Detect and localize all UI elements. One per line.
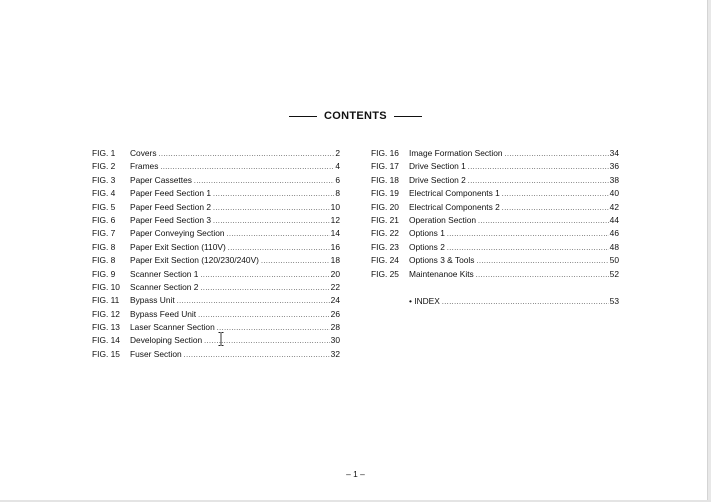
entry-title: Fuser Section <box>130 348 182 359</box>
leader-dots <box>227 231 330 238</box>
leader-dots <box>505 151 609 158</box>
leader-dots <box>468 164 609 171</box>
entry-title: Options 2 <box>409 241 445 252</box>
toc-entry[interactable] <box>92 161 340 174</box>
leader-dots <box>177 298 330 305</box>
toc-entry[interactable] <box>92 215 340 228</box>
entry-page-number: 52 <box>609 268 619 279</box>
leader-dots <box>442 299 609 306</box>
entry-page-number: 36 <box>609 161 619 172</box>
leader-dots <box>184 352 330 359</box>
leader-dots <box>468 178 609 185</box>
entry-page-number: 26 <box>330 308 340 319</box>
toc-right-column <box>371 148 619 282</box>
figure-number: FIG. 24 <box>371 255 399 266</box>
figure-number: FIG. 1 <box>92 148 116 158</box>
toc-entry[interactable] <box>371 202 619 215</box>
toc-entry[interactable] <box>371 161 619 174</box>
entry-page-number: 46 <box>609 228 619 239</box>
entry-page-number: 24 <box>330 295 340 306</box>
text-cursor-icon <box>218 332 224 346</box>
toc-index-entry[interactable] <box>409 296 619 306</box>
entry-title: Drive Section 1 <box>409 161 466 172</box>
figure-number: FIG. 11 <box>92 295 120 306</box>
toc-entry[interactable] <box>92 242 340 255</box>
toc-entry[interactable] <box>92 188 340 201</box>
entry-title: Drive Section 2 <box>409 174 466 185</box>
toc-entry[interactable] <box>371 215 619 228</box>
figure-number: FIG. 8 <box>92 255 116 266</box>
toc-entry[interactable] <box>92 255 340 268</box>
leader-dots <box>194 178 334 185</box>
leader-dots <box>476 272 609 279</box>
contents-title: CONTENTS <box>324 110 387 122</box>
entry-title: Options 3 & Tools <box>409 255 475 266</box>
entry-title: Paper Exit Section (110V) <box>130 241 226 252</box>
entry-title: Maintenanoe Kits <box>409 268 474 279</box>
leader-dots <box>477 258 609 265</box>
toc-entry[interactable] <box>371 255 619 268</box>
heading-rule-right <box>394 116 422 117</box>
figure-number: FIG. 22 <box>371 228 399 239</box>
entry-page-number: 16 <box>330 241 340 252</box>
toc-entry[interactable] <box>371 269 619 282</box>
figure-number: FIG. 14 <box>92 335 120 346</box>
toc-entry[interactable] <box>371 148 619 161</box>
entry-page-number: 30 <box>330 335 340 346</box>
toc-entry[interactable] <box>92 295 340 308</box>
figure-number: FIG. 7 <box>92 228 116 239</box>
figure-number: FIG. 16 <box>371 148 399 158</box>
figure-number: FIG. 12 <box>92 308 120 319</box>
entry-page-number: 10 <box>330 201 340 212</box>
page-number-footer: – 1 – <box>346 469 365 479</box>
toc-entry[interactable] <box>92 335 340 348</box>
leader-dots <box>198 312 330 319</box>
figure-number: FIG. 25 <box>371 268 399 279</box>
toc-entry[interactable] <box>92 148 340 161</box>
entry-title: Electrical Components 2 <box>409 201 500 212</box>
entry-title: Image Formation Section <box>409 148 503 158</box>
entry-page-number: 50 <box>609 255 619 266</box>
leader-dots <box>447 231 609 238</box>
figure-number: FIG. 19 <box>371 188 399 199</box>
figure-number: FIG. 6 <box>92 214 116 225</box>
entry-title: Options 1 <box>409 228 445 239</box>
entry-page-number: 14 <box>330 228 340 239</box>
leader-dots <box>160 164 334 171</box>
figure-number: FIG. 18 <box>371 174 399 185</box>
toc-entry[interactable] <box>371 228 619 241</box>
leader-dots <box>213 205 330 212</box>
figure-number: FIG. 4 <box>92 188 116 199</box>
entry-page-number: 12 <box>330 214 340 225</box>
leader-dots <box>447 245 609 252</box>
entry-title: Bypass Unit <box>130 295 175 306</box>
figure-number: FIG. 21 <box>371 214 399 225</box>
entry-page-number: 42 <box>609 201 619 212</box>
entry-page-number: 6 <box>335 174 340 185</box>
entry-title: Developing Section <box>130 335 203 346</box>
entry-title: Operation Section <box>409 214 477 225</box>
entry-title: Paper Feed Section 1 <box>130 188 212 199</box>
leader-dots <box>159 151 335 158</box>
entry-page-number: 40 <box>609 188 619 199</box>
entry-title: Paper Exit Section (120/230/240V) <box>130 255 259 266</box>
toc-entry[interactable] <box>371 242 619 255</box>
toc-entry[interactable] <box>92 349 340 362</box>
entry-page-number: 32 <box>330 348 340 359</box>
leader-dots <box>200 272 329 279</box>
figure-number: FIG. 5 <box>92 201 116 212</box>
toc-entry[interactable] <box>92 202 340 215</box>
toc-entry[interactable] <box>371 175 619 188</box>
entry-title: Paper Feed Section 2 <box>130 201 212 212</box>
figure-number: FIG. 10 <box>92 281 120 292</box>
toc-entry[interactable] <box>92 322 340 335</box>
entry-title: Scanner Section 1 <box>130 268 199 279</box>
leader-dots <box>213 191 334 198</box>
figure-number: FIG. 15 <box>92 348 120 359</box>
entry-title: Scanner Section 2 <box>130 281 199 292</box>
entry-title: Bypass Feed Unit <box>130 308 197 319</box>
entry-page-number: 38 <box>609 174 619 185</box>
figure-number: FIG. 8 <box>92 241 116 252</box>
figure-number: FIG. 9 <box>92 268 116 279</box>
toc-entry[interactable] <box>92 309 340 322</box>
entry-page-number: 44 <box>609 214 619 225</box>
leader-dots <box>213 218 330 225</box>
entry-title: Paper Conveying Section <box>130 228 225 239</box>
entry-page-number: 22 <box>330 281 340 292</box>
toc-entry[interactable] <box>92 269 340 282</box>
leader-dots <box>502 205 609 212</box>
entry-page-number: 4 <box>335 161 340 172</box>
leader-dots <box>200 285 329 292</box>
leader-dots <box>261 258 330 265</box>
entry-page-number: 20 <box>330 268 340 279</box>
page-right-edge <box>707 0 711 502</box>
figure-number: FIG. 23 <box>371 241 399 252</box>
entry-page-number: 18 <box>330 255 340 266</box>
entry-page-number: 28 <box>330 322 340 333</box>
toc-entry[interactable] <box>92 175 340 188</box>
toc-entry[interactable] <box>92 282 340 295</box>
leader-dots <box>478 218 609 225</box>
index-page-number: 53 <box>609 296 619 306</box>
figure-number: FIG. 17 <box>371 161 399 172</box>
entry-title: Paper Feed Section 3 <box>130 214 212 225</box>
leader-dots <box>217 325 330 332</box>
entry-title: Covers <box>130 148 157 158</box>
entry-page-number: 2 <box>335 148 340 158</box>
toc-left-column <box>92 148 340 362</box>
figure-number: FIG. 2 <box>92 161 116 172</box>
figure-number: FIG. 3 <box>92 174 116 185</box>
index-title: • INDEX <box>409 296 440 306</box>
entry-title: Paper Cassettes <box>130 174 192 185</box>
heading-rule-left <box>289 116 317 117</box>
entry-page-number: 34 <box>609 148 619 158</box>
leader-dots <box>228 245 330 252</box>
entry-page-number: 8 <box>335 188 340 199</box>
figure-number: FIG. 13 <box>92 322 120 333</box>
figure-number: FIG. 20 <box>371 201 399 212</box>
entry-page-number: 48 <box>609 241 619 252</box>
toc-entry[interactable] <box>92 228 340 241</box>
entry-title: Frames <box>130 161 159 172</box>
leader-dots <box>502 191 609 198</box>
entry-title: Laser Scanner Section <box>130 322 215 333</box>
contents-heading <box>0 110 711 122</box>
toc-entry[interactable] <box>371 188 619 201</box>
entry-title: Electrical Components 1 <box>409 188 500 199</box>
